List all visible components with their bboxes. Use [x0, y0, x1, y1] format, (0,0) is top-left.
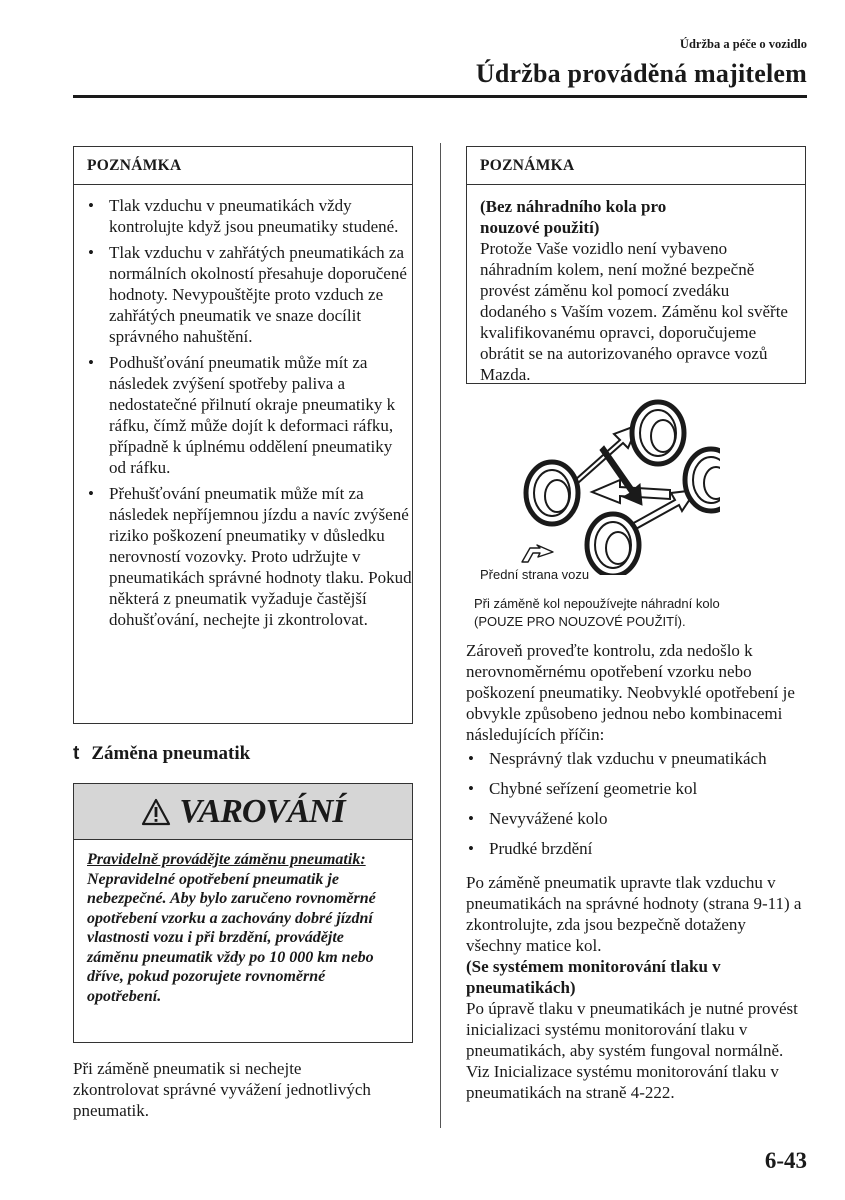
front-label: Přední strana vozu: [480, 567, 590, 582]
tire-front-left: [526, 462, 578, 524]
wear-paragraph: Zároveň proveďte kontrolu, zda nedošlo k nerovnoměrnému opotřebení vzorku nebo poškození pneumatiky. Neobvyklé opotřebení je obvykle způsobeno jednou nebo kombinacemi následujících příčin:: [466, 641, 795, 744]
note-item: • Tlak vzduchu v zahřátých pneumatikách za normálních okolností přesahuje doporučené hodnoty. Nevypouštějte proto vzduch ze zahřátých pneumatik ve snaze docílit správného nahuštění.: [74, 242, 412, 347]
front-direction-icon: [520, 544, 558, 564]
cause-item: • Nesprávný tlak vzduchu v pneumatikách: [454, 748, 814, 769]
tpms-text: Po úpravě tlaku v pneumatikách je nutné provést inicializaci systému monitorování tlaku v pneumatikách, aby systém fungoval normálně.: [466, 999, 798, 1060]
header-rule: [73, 95, 807, 98]
cause-item: • Nevyvážené kolo: [454, 808, 814, 829]
note-heading: POZNÁMKA: [74, 147, 412, 185]
running-header-section: Údržba a péče o vozidlo: [679, 37, 807, 51]
tpms-reference: Viz Inicializace systému monitorování tlaku v pneumatikách na straně 4-222.: [466, 1062, 779, 1102]
adjust-paragraph: [466, 872, 802, 1103]
cause-item: • Prudké brzdění: [454, 838, 814, 859]
adjust-text: Po záměně pneumatik upravte tlak vzduchu v pneumatikách na správné hodnoty (strana 9-11) a zkontrolujte, zda jsou bezpečně dotaženy všechny matice kol.: [466, 873, 802, 955]
diagram-caption: [474, 595, 720, 631]
note-subheading: (Bez náhradního kola pro nouzové použití): [480, 197, 667, 237]
page-title: Údržba prováděná majitelem: [475, 59, 807, 88]
warning-subtitle: Pravidelně provádějte záměnu pneumatik:: [87, 851, 366, 868]
note-box-left: [73, 146, 413, 724]
note-item: • Tlak vzduchu v pneumatikách vždy kontrolujte když jsou pneumatiky studené.: [74, 195, 412, 237]
tire-rear-right: [685, 449, 720, 511]
tire-rotation-diagram: [470, 395, 720, 575]
warning-header: [74, 784, 412, 840]
warning-box: [73, 783, 413, 1043]
page-number: 6-43: [764, 1148, 807, 1173]
note-text: Protože Vaše vozidlo není vybaveno náhradním kolem, není možné bezpečně provést záměnu kol pomocí zvedáku dodaného s Vaším vozem. Záměnu kol svěřte kvalifikovanému opravci, doporučujeme obrátit se na autorizovaného opravce vozů Mazda.: [480, 239, 788, 384]
tire-front-right: [587, 514, 639, 575]
section-mark: t: [73, 743, 80, 764]
tire-rear-left: [632, 402, 684, 464]
caption-line: (POUZE PRO NOUZOVÉ POUŽITÍ).: [474, 614, 686, 629]
caption-line: Při záměně kol nepoužívejte náhradní kolo: [474, 596, 720, 611]
note-box-right: [466, 146, 806, 384]
causes-list: [454, 748, 814, 864]
note-item: • Podhušťování pneumatik může mít za následek zvýšení spotřeby paliva a nedostatečné přilnutí okraje pneumatiky k ráfku, čímž může dojít k deformaci ráfku, případně k úplnému oddělení pneumatiky od ráfku.: [74, 352, 412, 478]
tpms-heading: (Se systémem monitorování tlaku v pneumatikách): [466, 957, 721, 997]
balance-paragraph: Při záměně pneumatik si nechejte zkontrolovat správné vyvážení jednotlivých pneumatik.: [73, 1059, 371, 1120]
column-divider: [440, 143, 441, 1128]
cause-item: • Chybné seřízení geometrie kol: [454, 778, 814, 799]
note-list: [74, 195, 412, 630]
warning-title: VAROVÁNÍ: [179, 792, 345, 830]
warning-text: Nepravidelné opotřebení pneumatik je nebezpečné. Aby bylo zaručeno rovnoměrné opotřebení vzorku a zachovány dobré jízdní vlastnosti vozu i při brzdění, provádějte záměnu pneumatik vždy po 10 000 km nebo dříve, pokud pozorujete rovnoměrné opotřebení.: [87, 870, 376, 1005]
section-title: [73, 743, 250, 765]
note-item: • Přehušťování pneumatik může mít za následek nepříjemnou jízdu a navíc zvýšené riziko poškození pneumatiky v důsledku nerovností vozovky. Proto udržujte v pneumatikách správné hodnoty tlaku. Pokud některá z pneumatik vyžaduje častější dohušťování, nechejte ji zkontrolovat.: [74, 483, 412, 630]
note-heading: POZNÁMKA: [467, 147, 805, 185]
warning-triangle-icon: [141, 798, 171, 826]
section-title-text: Záměna pneumatik: [91, 743, 251, 764]
